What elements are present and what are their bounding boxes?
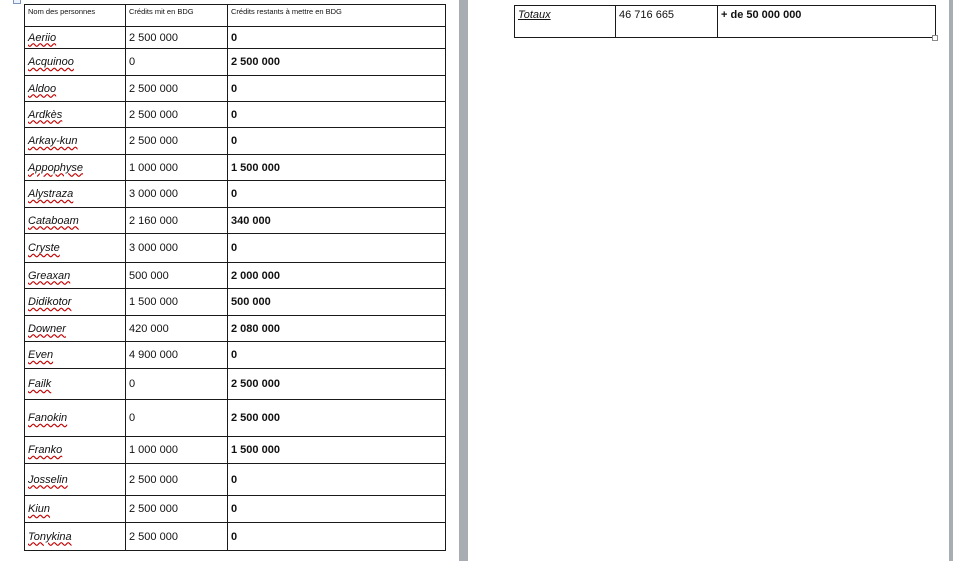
table-row: [25, 263, 446, 289]
cell-name[interactable]: Failk: [25, 369, 126, 400]
table-resize-handle-icon[interactable]: [932, 35, 938, 41]
table-row: [25, 128, 446, 155]
cell-remaining[interactable]: 0: [228, 523, 446, 551]
cell-credit[interactable]: 3 000 000: [126, 234, 228, 263]
table-header-row: [25, 5, 446, 27]
table-move-handle-icon[interactable]: [13, 0, 21, 4]
cell-remaining[interactable]: 0: [228, 496, 446, 523]
cell-remaining[interactable]: 500 000: [228, 289, 446, 316]
cell-name[interactable]: Didikotor: [25, 289, 126, 316]
cell-credit[interactable]: 2 500 000: [126, 102, 228, 128]
table-row: [25, 102, 446, 128]
cell-credit[interactable]: 0: [126, 49, 228, 76]
cell-name[interactable]: Franko: [25, 437, 126, 464]
cell-remaining[interactable]: 2 000 000: [228, 263, 446, 289]
table-row: [25, 400, 446, 437]
totals-label[interactable]: Totaux: [515, 6, 616, 38]
table-row: [25, 49, 446, 76]
cell-credit[interactable]: 420 000: [126, 316, 228, 342]
header-remaining[interactable]: Crédits restants à mettre en BDG: [228, 5, 446, 27]
cell-remaining[interactable]: 0: [228, 181, 446, 208]
table-row: [25, 316, 446, 342]
table-row: [25, 464, 446, 496]
cell-remaining[interactable]: 2 500 000: [228, 49, 446, 76]
table-row: [25, 155, 446, 181]
cell-name[interactable]: Cryste: [25, 234, 126, 263]
cell-remaining[interactable]: 2 500 000: [228, 369, 446, 400]
table-row: [25, 27, 446, 49]
totals-credit[interactable]: 46 716 665: [616, 6, 718, 38]
cell-credit[interactable]: 0: [126, 400, 228, 437]
cell-remaining[interactable]: 0: [228, 464, 446, 496]
credits-table: [24, 4, 446, 551]
cell-remaining[interactable]: 2 500 000: [228, 400, 446, 437]
cell-credit[interactable]: 2 500 000: [126, 496, 228, 523]
cell-credit[interactable]: 2 160 000: [126, 208, 228, 234]
page-gap: [459, 0, 468, 561]
table-row: [25, 76, 446, 102]
cell-credit[interactable]: 2 500 000: [126, 128, 228, 155]
cell-remaining[interactable]: 0: [228, 76, 446, 102]
table-row: [25, 523, 446, 551]
cell-credit[interactable]: 3 000 000: [126, 181, 228, 208]
header-credit[interactable]: Crédits mit en BDG: [126, 5, 228, 27]
cell-name[interactable]: Cataboam: [25, 208, 126, 234]
cell-name[interactable]: Even: [25, 342, 126, 369]
cell-name[interactable]: Downer: [25, 316, 126, 342]
totals-remaining[interactable]: + de 50 000 000: [718, 6, 936, 38]
cell-credit[interactable]: 1 000 000: [126, 437, 228, 464]
document-page-right: [468, 0, 949, 561]
table-row: [25, 289, 446, 316]
cell-name[interactable]: Fanokin: [25, 400, 126, 437]
cell-remaining[interactable]: 2 080 000: [228, 316, 446, 342]
totals-row: [515, 6, 936, 38]
cell-remaining[interactable]: 0: [228, 27, 446, 49]
cell-name[interactable]: Acquinoo: [25, 49, 126, 76]
cell-name[interactable]: Aeriio: [25, 27, 126, 49]
document-page-left: [0, 0, 459, 561]
cell-name[interactable]: Aldoo: [25, 76, 126, 102]
table-row: [25, 208, 446, 234]
cell-remaining[interactable]: 0: [228, 102, 446, 128]
cell-remaining[interactable]: 1 500 000: [228, 437, 446, 464]
cell-credit[interactable]: 2 500 000: [126, 464, 228, 496]
table-row: [25, 496, 446, 523]
cell-name[interactable]: Tonykina: [25, 523, 126, 551]
cell-remaining[interactable]: 0: [228, 342, 446, 369]
cell-name[interactable]: Josselin: [25, 464, 126, 496]
table-row: [25, 369, 446, 400]
cell-name[interactable]: Kiun: [25, 496, 126, 523]
page-edge: [949, 0, 953, 561]
cell-credit[interactable]: 1 000 000: [126, 155, 228, 181]
cell-credit[interactable]: 0: [126, 369, 228, 400]
cell-credit[interactable]: 2 500 000: [126, 76, 228, 102]
cell-credit[interactable]: 1 500 000: [126, 289, 228, 316]
table-row: [25, 342, 446, 369]
cell-credit[interactable]: 2 500 000: [126, 27, 228, 49]
cell-name[interactable]: Appophyse: [25, 155, 126, 181]
cell-remaining[interactable]: 0: [228, 128, 446, 155]
cell-name[interactable]: Greaxan: [25, 263, 126, 289]
table-row: [25, 234, 446, 263]
cell-remaining[interactable]: 340 000: [228, 208, 446, 234]
cell-remaining[interactable]: 1 500 000: [228, 155, 446, 181]
cell-credit[interactable]: 2 500 000: [126, 523, 228, 551]
cell-name[interactable]: Arkay-kun: [25, 128, 126, 155]
cell-name[interactable]: Alystraza: [25, 181, 126, 208]
cell-credit[interactable]: 4 900 000: [126, 342, 228, 369]
table-row: [25, 437, 446, 464]
table-row: [25, 181, 446, 208]
totals-table: [514, 5, 936, 38]
cell-credit[interactable]: 500 000: [126, 263, 228, 289]
header-name[interactable]: Nom des personnes: [25, 5, 126, 27]
cell-remaining[interactable]: 0: [228, 234, 446, 263]
cell-name[interactable]: Ardkès: [25, 102, 126, 128]
